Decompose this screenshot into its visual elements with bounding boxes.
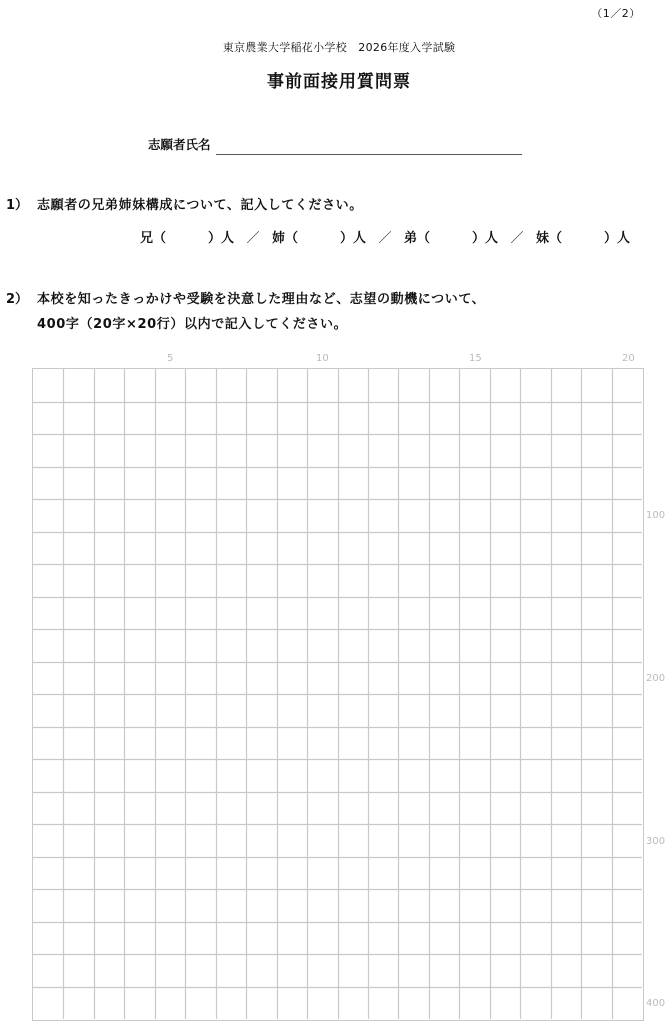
- row-marker-100: 100: [646, 510, 666, 521]
- separator: ／: [378, 231, 392, 246]
- row-marker-200: 200: [646, 673, 666, 684]
- manuscript-grid[interactable]: [32, 368, 644, 1021]
- sibling-count-row: [140, 227, 630, 246]
- column-marker-10: 10: [316, 353, 329, 364]
- row-marker-300: 300: [646, 836, 666, 847]
- applicant-name-field[interactable]: [216, 154, 522, 155]
- page-number: （1／2）: [591, 7, 641, 20]
- older-sister-label: 姉（: [272, 231, 299, 246]
- question-2-text-line-2: 400字（20字×20行）以内で記入してください。: [37, 317, 348, 332]
- question-1-text: 志願者の兄弟姉妹構成について、記入してください。: [37, 198, 363, 213]
- applicant-name-label: 志願者氏名: [148, 137, 211, 152]
- column-marker-5: 5: [167, 353, 174, 364]
- younger-sister-unit: ）人: [603, 231, 630, 246]
- younger-sister-label: 妹（: [536, 231, 563, 246]
- older-brother-label: 兄（: [140, 231, 167, 246]
- older-brother-unit: ）人: [207, 231, 234, 246]
- manuscript-grid-lines: [33, 369, 642, 1019]
- separator: ／: [510, 231, 524, 246]
- older-sister-unit: ）人: [339, 231, 366, 246]
- younger-brother-label: 弟（: [404, 231, 431, 246]
- column-marker-20: 20: [622, 353, 635, 364]
- question-2-text-line-1: 本校を知ったきっかけや受験を決意した理由など、志望の動機について、: [37, 292, 486, 307]
- younger-brother-unit: ）人: [471, 231, 498, 246]
- question-1-number: 1）: [6, 198, 29, 213]
- row-marker-400: 400: [646, 998, 666, 1009]
- document-title: 事前面接用質問票: [267, 72, 411, 92]
- column-marker-15: 15: [469, 353, 482, 364]
- exam-header: 東京農業大学稲花小学校 2026年度入学試験: [222, 41, 456, 54]
- question-2-number: 2）: [6, 292, 29, 307]
- separator: ／: [246, 231, 260, 246]
